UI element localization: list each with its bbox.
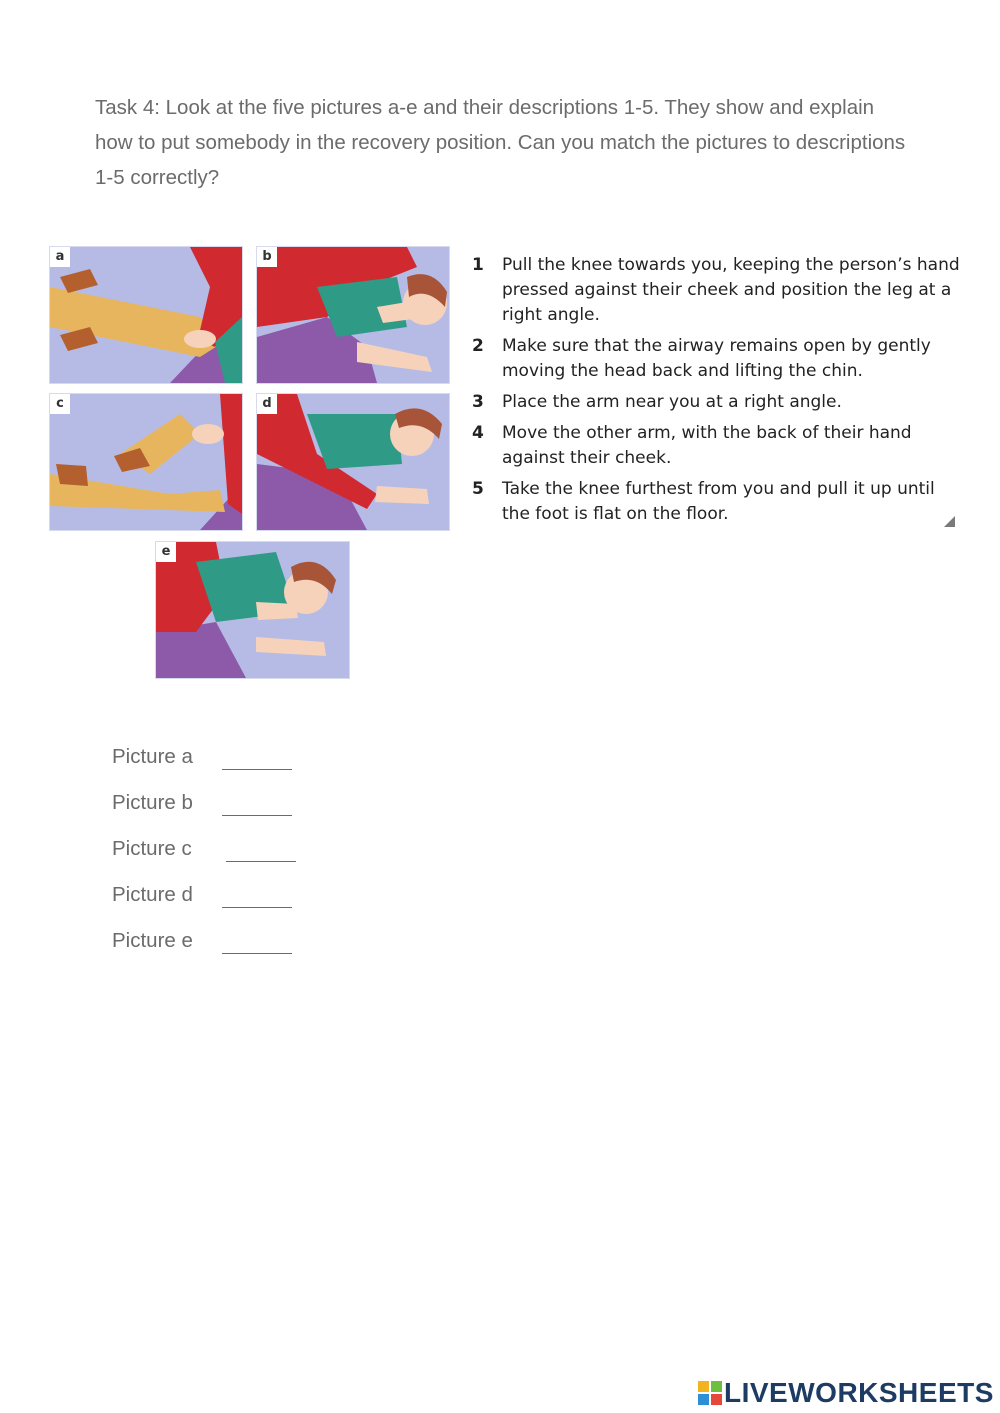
liveworksheets-logo[interactable] [698,1377,994,1409]
picture-letter: b [257,247,277,267]
logo-text: LIVEWORKSHEETS [724,1377,994,1408]
description-text: Make sure that the airway remains open by gently moving the head back and lifting the chin. [502,336,931,381]
description-number: 2 [472,336,484,356]
picture-c [49,393,243,531]
liveworksheets-logo-icon [698,1381,722,1405]
answer-row-b [112,780,296,826]
description-item [472,253,962,328]
answer-label: Picture c [112,837,192,860]
picture-b-illustration [257,247,449,383]
description-text: Pull the knee towards you, keeping the person’s hand pressed against their cheek and position the leg at a right angle. [502,255,960,325]
answer-label: Picture b [112,791,193,814]
description-text: Take the knee furthest from you and pull it up until the foot is flat on the floor. [502,479,935,524]
answer-row-c [112,826,296,872]
picture-e [155,541,350,679]
description-item [472,421,962,471]
answer-label: Picture a [112,745,193,768]
answer-input-c[interactable] [226,837,296,862]
answer-label: Picture d [112,883,193,906]
description-text: Move the other arm, with the back of their hand against their cheek. [502,423,912,468]
answer-label: Picture e [112,929,193,952]
description-item [472,390,962,415]
answer-row-a [112,734,296,780]
picture-letter: c [50,394,70,414]
picture-letter: a [50,247,70,267]
answer-input-a[interactable] [222,745,292,770]
description-number: 4 [472,423,484,443]
description-number: 1 [472,255,484,275]
answer-input-e[interactable] [222,929,292,954]
picture-letter: d [257,394,277,414]
answer-row-e [112,918,296,964]
description-list [472,253,962,533]
description-number: 3 [472,392,484,412]
picture-b [256,246,450,384]
task-instructions: Task 4: Look at the five pictures a-e and their descriptions 1-5. They show and explain how to put somebody in the recovery position. Can you match the pictures to descriptions 1-5 correctly? [95,96,906,189]
answer-section [112,734,296,964]
picture-a-illustration [50,247,242,383]
answer-input-d[interactable] [222,883,292,908]
corner-triangle-icon [944,516,955,527]
picture-e-illustration [156,542,349,678]
description-number: 5 [472,479,484,499]
picture-d [256,393,450,531]
answer-input-b[interactable] [222,791,292,816]
description-text: Place the arm near you at a right angle. [502,392,842,412]
description-item [472,477,962,527]
description-item [472,334,962,384]
picture-a [49,246,243,384]
answer-row-d [112,872,296,918]
picture-letter: e [156,542,176,562]
picture-c-illustration [50,394,242,530]
picture-d-illustration [257,394,449,530]
